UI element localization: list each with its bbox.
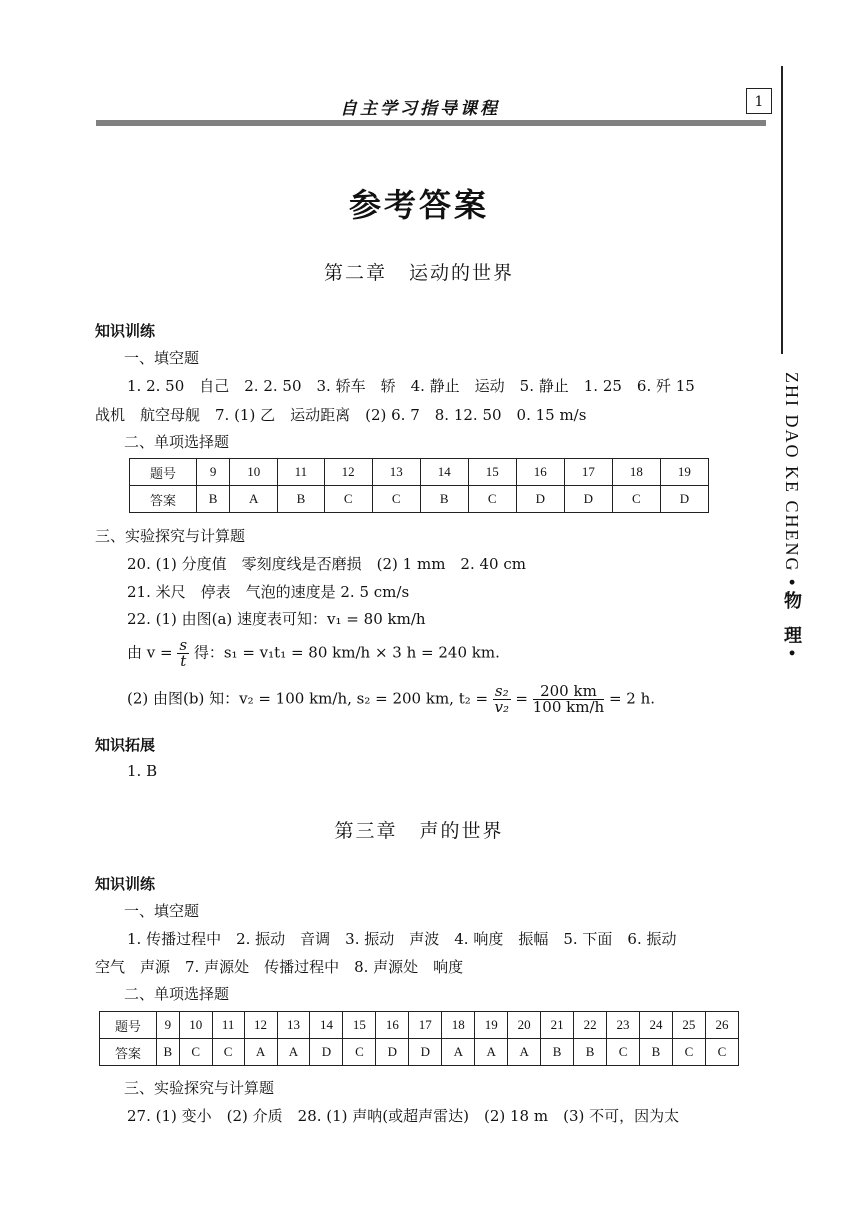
ch2-fill-line-2: 战机 航空母舰 7. (1) 乙 运动距离 (2) 6. 7 8. 12. 50 0. 15 m/s [95, 406, 587, 424]
question-number-cell: 10 [179, 1012, 212, 1039]
ch3-fill-line-2: 空气 声源 7. 声源处 传播过程中 8. 声源处 响度 [95, 958, 464, 976]
question-number-cell: 11 [278, 459, 324, 486]
ch3-fill-line-1: 1. 传播过程中 2. 振动 音调 3. 振动 声波 4. 响度 振幅 5. 下面 6. 振动 [127, 930, 677, 948]
fraction-s-over-t [177, 638, 189, 669]
formula-prefix: 由 v = [127, 643, 173, 662]
table-row [130, 459, 709, 486]
question-number-cell: 12 [324, 459, 372, 486]
answer-cell: D [660, 486, 708, 513]
answer-cell: C [343, 1039, 376, 1066]
side-label [765, 372, 805, 662]
answer-cell: A [508, 1039, 541, 1066]
ch2-answer-table [129, 458, 709, 513]
page-title: 参考答案 [348, 186, 489, 224]
answer-cell: D [310, 1039, 343, 1066]
answer-cell: B [197, 486, 230, 513]
question-number-cell: 19 [660, 459, 708, 486]
ch2-extension-answer: 1. B [127, 762, 158, 780]
ch2-q22-part1: 22. (1) 由图(a) 速度表可知：v₁ = 80 km/h [127, 610, 426, 628]
answer-cell: C [212, 1039, 244, 1066]
fraction-numerator: s₂ [494, 682, 509, 700]
ch2-section-training: 知识训练 [95, 322, 156, 340]
answer-cell: B [420, 486, 468, 513]
question-number-cell: 9 [157, 1012, 180, 1039]
question-number-cell: 20 [508, 1012, 541, 1039]
ch3-section-training: 知识训练 [95, 875, 156, 893]
question-number-cell: 14 [310, 1012, 343, 1039]
table-row [100, 1039, 739, 1066]
fraction-numerator: 200 km [533, 684, 604, 700]
ch3-q27: 27. (1) 变小 (2) 介质 28. (1) 声呐(或超声雷达) (2) 18 m (3) 不可，因为太 [127, 1107, 680, 1125]
question-number-cell: 24 [640, 1012, 673, 1039]
answer-cell: A [277, 1039, 310, 1066]
answer-cell: B [278, 486, 324, 513]
fraction-numerator: s [179, 636, 188, 654]
header-title: 自主学习指导课程 [340, 99, 500, 119]
table-header-cell: 题号 [100, 1012, 157, 1039]
fraction-value [533, 684, 604, 715]
question-number-cell: 13 [372, 459, 420, 486]
chapter-3-heading [0, 816, 838, 843]
answer-cell: C [612, 486, 660, 513]
question-number-cell: 14 [420, 459, 468, 486]
question-number-cell: 17 [564, 459, 612, 486]
ch2-q22-part2 [127, 684, 655, 715]
question-number-cell: 19 [475, 1012, 508, 1039]
formula-result: 得：s₁ = v₁t₁ = 80 km/h × 3 h = 240 km. [193, 643, 500, 662]
answer-cell: D [409, 1039, 442, 1066]
ch2-q21: 21. 米尺 停表 气泡的速度是 2. 5 cm/s [127, 583, 410, 601]
ch2-fill-title: 一、填空题 [124, 349, 200, 367]
question-number-cell: 18 [612, 459, 660, 486]
answer-cell: C [372, 486, 420, 513]
chapter-3-number: 第三章 [334, 820, 398, 842]
answer-cell: B [541, 1039, 574, 1066]
table-header-cell: 答案 [130, 486, 197, 513]
answer-cell: D [564, 486, 612, 513]
question-number-cell: 15 [468, 459, 516, 486]
question-number-cell: 16 [516, 459, 564, 486]
ch3-answer-table [99, 1011, 739, 1066]
formula-prefix: (2) 由图(b) 知：v₂ = 100 km/h, s₂ = 200 km, t₂ = [127, 689, 489, 708]
question-number-cell: 9 [197, 459, 230, 486]
chapter-3-name: 声的世界 [419, 820, 504, 842]
ch2-fill-line-1: 1. 2. 50 自己 2. 2. 50 3. 轿车 轿 4. 静止 运动 5. 静止 1. 25 6. 歼 15 [127, 377, 695, 395]
question-number-cell: 26 [705, 1012, 738, 1039]
chapter-2-name: 运动的世界 [409, 262, 515, 284]
answer-cell: A [442, 1039, 475, 1066]
question-number-cell: 18 [442, 1012, 475, 1039]
header-rule [96, 120, 766, 126]
answer-cell: C [179, 1039, 212, 1066]
chapter-2-number: 第二章 [323, 262, 387, 284]
equals-sign: = [515, 689, 528, 708]
answer-cell: A [230, 486, 278, 513]
answer-cell: D [516, 486, 564, 513]
ch2-q20: 20. (1) 分度值 零刻度线是否磨损 (2) 1 mm 2. 40 cm [127, 555, 526, 573]
table-row [100, 1012, 739, 1039]
formula-result: = 2 h. [608, 689, 656, 708]
question-number-cell: 12 [244, 1012, 277, 1039]
fraction-denominator: t [180, 652, 187, 670]
ch3-choice-title: 二、单项选择题 [124, 985, 230, 1003]
side-subject: •物 理• [782, 578, 802, 663]
table-row [130, 486, 709, 513]
answer-cell: D [376, 1039, 409, 1066]
ch2-choice-title: 二、单项选择题 [124, 433, 230, 451]
table-header-cell: 答案 [100, 1039, 157, 1066]
question-number-cell: 25 [672, 1012, 705, 1039]
question-number-cell: 22 [574, 1012, 607, 1039]
ch3-exp-title: 三、实验探究与计算题 [124, 1079, 275, 1097]
answer-cell: C [705, 1039, 738, 1066]
table-header-cell: 题号 [130, 459, 197, 486]
question-number-cell: 21 [541, 1012, 574, 1039]
ch3-fill-title: 一、填空题 [124, 902, 200, 920]
question-number-cell: 23 [607, 1012, 640, 1039]
chapter-2-heading [0, 258, 838, 285]
fraction-s2-over-v2 [493, 684, 511, 715]
question-number-cell: 13 [277, 1012, 310, 1039]
question-number-cell: 16 [376, 1012, 409, 1039]
question-number-cell: 15 [343, 1012, 376, 1039]
side-vertical-text: ZHI DAO KE CHENG [782, 372, 802, 573]
answer-cell: B [574, 1039, 607, 1066]
question-number-cell: 11 [212, 1012, 244, 1039]
ch2-exp-title: 三、实验探究与计算题 [95, 527, 246, 545]
answer-cell: B [157, 1039, 180, 1066]
page-number: 1 [746, 88, 772, 114]
answer-cell: C [324, 486, 372, 513]
fraction-denominator: 100 km/h [532, 698, 605, 716]
answer-cell: A [244, 1039, 277, 1066]
ch2-q22-formula [127, 638, 500, 669]
fraction-denominator: v₂ [494, 698, 509, 716]
question-number-cell: 17 [409, 1012, 442, 1039]
answer-cell: C [672, 1039, 705, 1066]
ch2-section-extension: 知识拓展 [95, 736, 156, 754]
answer-cell: B [640, 1039, 673, 1066]
answer-cell: A [475, 1039, 508, 1066]
answer-cell: C [607, 1039, 640, 1066]
question-number-cell: 10 [230, 459, 278, 486]
answer-cell: C [468, 486, 516, 513]
